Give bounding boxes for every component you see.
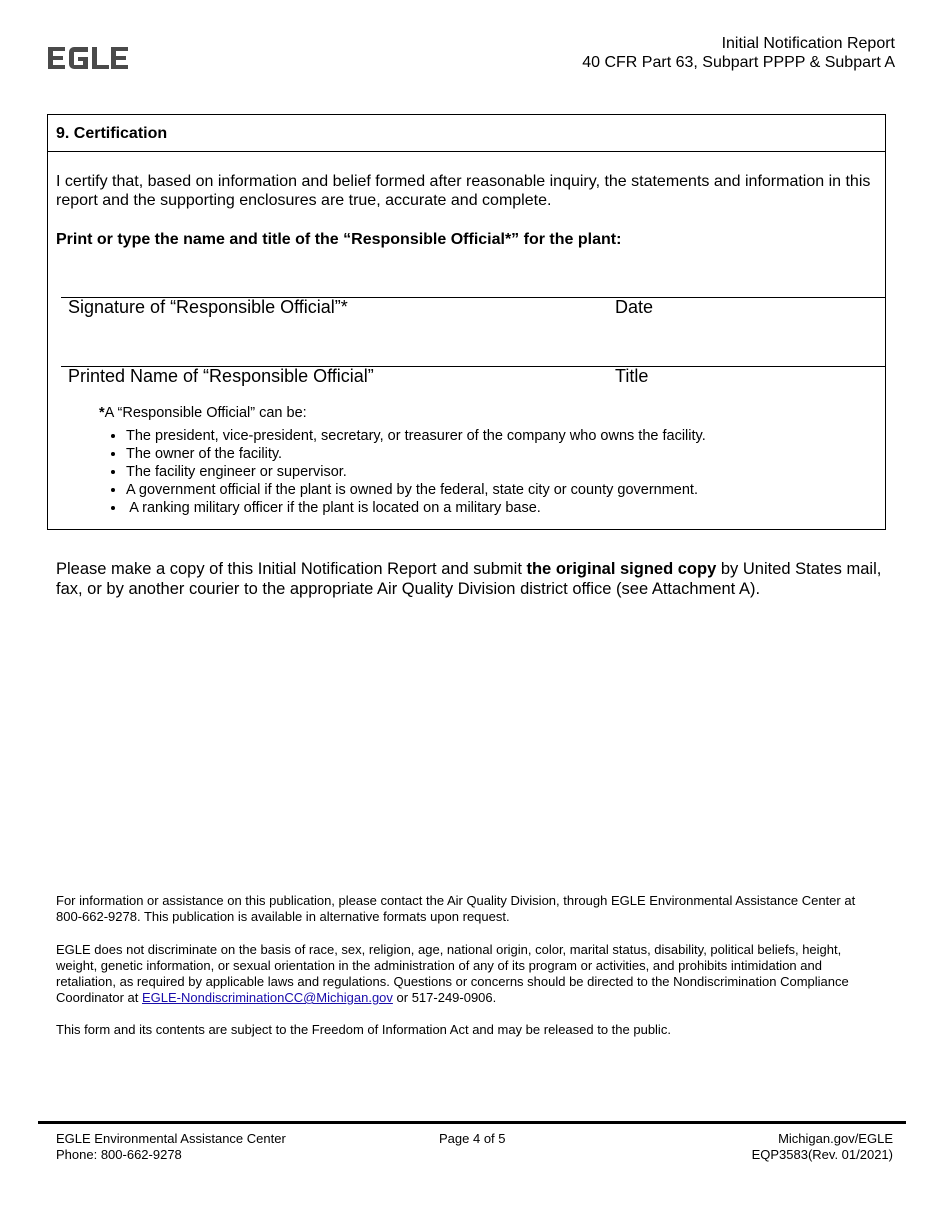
footer-phone: Phone: 800-662-9278 — [56, 1147, 182, 1162]
section-divider — [48, 151, 885, 152]
nondiscrimination-phone: or 517-249-0906. — [392, 990, 497, 1005]
responsible-official-list — [108, 427, 706, 517]
header-titles — [582, 34, 895, 72]
page-number: Page 4 of 5 — [439, 1131, 506, 1146]
assistance-info: For information or assistance on this publication, please contact the Air Quality Division, through EGLE Environmental Assistance Center at 800-662-9278. This publication is available in alternative formats upon request. — [56, 893, 856, 924]
list-item: • The owner of the facility. — [126, 445, 706, 463]
footer-form-id: EQP3583(Rev. 01/2021) — [751, 1147, 893, 1162]
regulation-reference: 40 CFR Part 63, Subpart PPPP & Subpart A — [582, 54, 895, 71]
footer-center-name: EGLE Environmental Assistance Center — [56, 1131, 286, 1146]
date-label: Date — [615, 297, 654, 317]
note-asterisk: * — [99, 405, 105, 421]
title-label: Title — [615, 366, 649, 386]
footer-website: Michigan.gov/EGLE — [778, 1131, 893, 1146]
section-title: 9. Certification — [56, 125, 168, 142]
foia-statement: This form and its contents are subject to the Freedom of Information Act and may be released to the public. — [56, 1022, 671, 1037]
certification-section — [47, 114, 886, 530]
nondiscrimination-statement — [56, 942, 876, 1006]
list-item: • The president, vice-president, secretary, or treasurer of the company who owns the facility. — [126, 427, 706, 445]
nondiscrimination-text: EGLE does not discriminate on the basis of race, sex, religion, age, national origin, color, marital status, disability, political beliefs, height, weight, genetic information, or sexual orientation in the administration of any of its program or activities, and prohibits intimidation and retaliation, as required by applicable laws and regulations. Questions or concerns should be directed to the Nondiscrimination Compliance Coordinator at — [56, 942, 849, 1005]
footer-contact — [56, 1131, 286, 1163]
print-name-instruction: Print or type the name and title of the “Responsible Official*” for the plant: — [56, 231, 622, 248]
instructions-emphasis: the original signed copy — [526, 560, 717, 578]
printed-name-label: Printed Name of “Responsible Official” — [68, 366, 374, 386]
note-text: A “Responsible Official” can be: — [104, 405, 307, 421]
list-item: • A government official if the plant is owned by the federal, state city or county government. — [126, 481, 706, 499]
footer-form-info — [752, 1131, 893, 1163]
footer-divider — [38, 1121, 906, 1124]
nondiscrimination-email-link[interactable]: EGLE-NondiscriminationCC@Michigan.gov — [142, 990, 393, 1005]
certification-statement: I certify that, based on information and belief formed after reasonable inquiry, the statements and information in this report and the supporting enclosures are true, accurate and complete. — [56, 173, 871, 209]
signature-label: Signature of “Responsible Official”* — [68, 297, 348, 317]
instructions-text-end: by United States mail, fax, or by another courier to the appropriate Air Quality Division district office (see Attachment A). — [56, 560, 882, 598]
responsible-official-note — [99, 405, 307, 421]
list-item: • A ranking military officer if the plant is located on a military base. — [126, 499, 706, 517]
submission-instructions — [56, 559, 896, 599]
instructions-text: Please make a copy of this Initial Notification Report and submit — [56, 560, 527, 578]
list-item: • The facility engineer or supervisor. — [126, 463, 706, 481]
egle-logo — [48, 44, 128, 72]
report-title: Initial Notification Report — [721, 35, 895, 52]
